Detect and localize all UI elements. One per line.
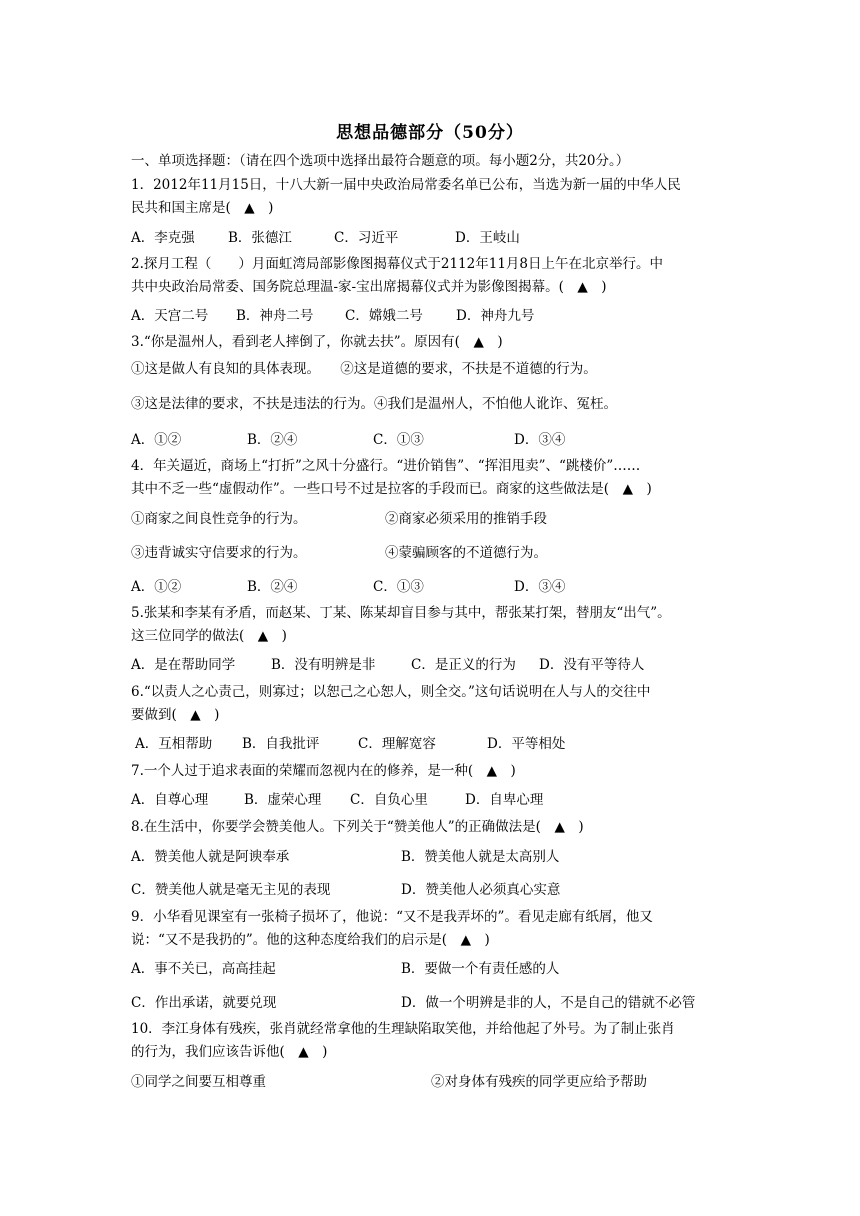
option-d: D．平等相处 [487,736,566,752]
option-a: A．自尊心理 [131,792,209,808]
question-1-line-2: 民共和国主席是( ▲ ) [131,200,274,216]
option-a: A．互相帮助 [135,736,213,752]
question-10-line-2: 的行为，我们应该告诉他( ▲ ) [131,1044,328,1060]
option-c: C．理解宽容 [358,736,436,752]
page-title: 思想品德部分（50分） [336,123,524,143]
option-b: B．要做一个有责任感的人 [401,961,560,977]
option-d: D．③④ [514,579,566,595]
statement-1: ①商家之间良性竞争的行为。 [131,511,307,527]
option-b: B．神舟二号 [236,308,314,324]
option-b: B．虚荣心理 [244,792,322,808]
option-d: D．自卑心理 [465,792,544,808]
option-a: A．①② [131,579,182,595]
option-c: C．①③ [373,432,424,448]
question-8-line-1: 8.在生活中，你要学会赞美他人。下列关于“赞美他人”的正确做法是( ▲ ) [131,819,584,835]
option-c: C．赞美他人就是毫无主见的表现 [131,882,331,898]
question-6-line-1: 6.“以责人之心责己，则寡过；以恕己之心恕人，则全交。”这句话说明在人与人的交往中 [131,684,651,700]
option-d: D．赞美他人必须真心实意 [401,882,561,898]
question-7-line-1: 7.一个人过于追求表面的荣耀而忽视内在的修养，是一种( ▲ ) [131,763,516,779]
statement-1: ①同学之间要互相尊重 [131,1074,266,1090]
option-b: B．赞美他人就是太高别人 [401,849,560,865]
option-a: A．①② [131,432,182,448]
option-a: A．天宫二号 [131,308,209,324]
option-c: C．作出承诺，就要兑现 [131,995,277,1011]
question-4-line-1: 4．年关逼近，商场上“打折”之风十分盛行。“进价销售”、“挥泪甩卖”、“跳楼价”…… [131,458,641,474]
option-b: B．没有明辨是非 [271,657,376,673]
option-b: B．②④ [247,579,298,595]
question-9-line-1: 9．小华看见课室有一张椅子损坏了，他说：“又不是我弄坏的”。看见走廊有纸屑，他又 [131,909,653,925]
question-1-line-1: 1．2012年11月15日，十八大新一届中央政治局常委名单已公布，当选为新一届的中华人民 [131,177,681,193]
option-c: C．嫦娥二号 [345,308,423,324]
option-b: B．②④ [247,432,298,448]
section-heading: 一、单项选择题：（请在四个选项中选择出最符合题意的项。每小题2分，共20分。） [131,153,630,169]
option-c: C．自负心里 [350,792,428,808]
option-d: D．王岐山 [455,230,520,246]
question-3-statement-2: ③这是法律的要求，不扶是违法的行为。④我们是温州人，不怕他人讹诈、冤枉。 [131,396,617,412]
option-b: B．自我批评 [242,736,320,752]
question-3-statement-1: ①这是做人有良知的具体表现。 ②这是道德的要求，不扶是不道德的行为。 [131,361,597,377]
option-c: C．习近平 [334,230,399,246]
option-b: B．张德江 [228,230,292,246]
option-a: A．赞美他人就是阿谀奉承 [131,849,290,865]
option-a: A．事不关已，高高挂起 [131,961,276,977]
question-5-line-1: 5.张某和李某有矛盾，而赵某、丁某、陈某却盲目参与其中，帮张某打架，替朋友“出气”。 [131,605,671,621]
question-3-line-1: 3.“你是温州人，看到老人摔倒了，你就去扶”。原因有( ▲ ) [131,334,503,350]
question-2-line-1: 2.探月工程（ ）月面虹湾局部影像图揭幕仪式于2112年11月8日上午在北京举行。中 [131,256,664,272]
option-d: D．③④ [514,432,566,448]
statement-4: ④蒙骗顾客的不道德行为。 [385,545,547,561]
question-9-line-2: 说：“又不是我扔的”。他的这种态度给我们的启示是( ▲ ) [131,932,490,948]
question-6-line-2: 要做到( ▲ ) [131,707,220,723]
option-a: A．是在帮助同学 [131,657,236,673]
statement-2: ②商家必须采用的推销手段 [385,511,547,527]
statement-3: ③违背诚实守信要求的行为。 [131,545,307,561]
option-c: C．①③ [373,579,424,595]
statement-2: ②对身体有残疾的同学更应给予帮助 [431,1074,647,1090]
option-d: D．做一个明辨是非的人，不是自己的错就不必管 [401,995,696,1011]
question-5-line-2: 这三位同学的做法( ▲ ) [131,628,287,644]
question-10-line-1: 10．李江身体有残疾，张肖就经常拿他的生理缺陷取笑他，并给他起了外号。为了制止张肖 [131,1021,675,1037]
question-4-line-2: 其中不乏一些“虚假动作”。一些口号不过是拉客的手段而已。商家的这些做法是( ▲ ) [131,481,652,497]
option-d: D．神舟九号 [456,308,535,324]
option-d: D．没有平等待人 [539,657,645,673]
question-2-line-2: 共中央政治局常委、国务院总理温-家-宝出席揭幕仪式并为影像图揭幕。( ▲ ) [131,279,607,295]
option-a: A．李克强 [131,230,195,246]
option-c: C．是正义的行为 [411,657,516,673]
